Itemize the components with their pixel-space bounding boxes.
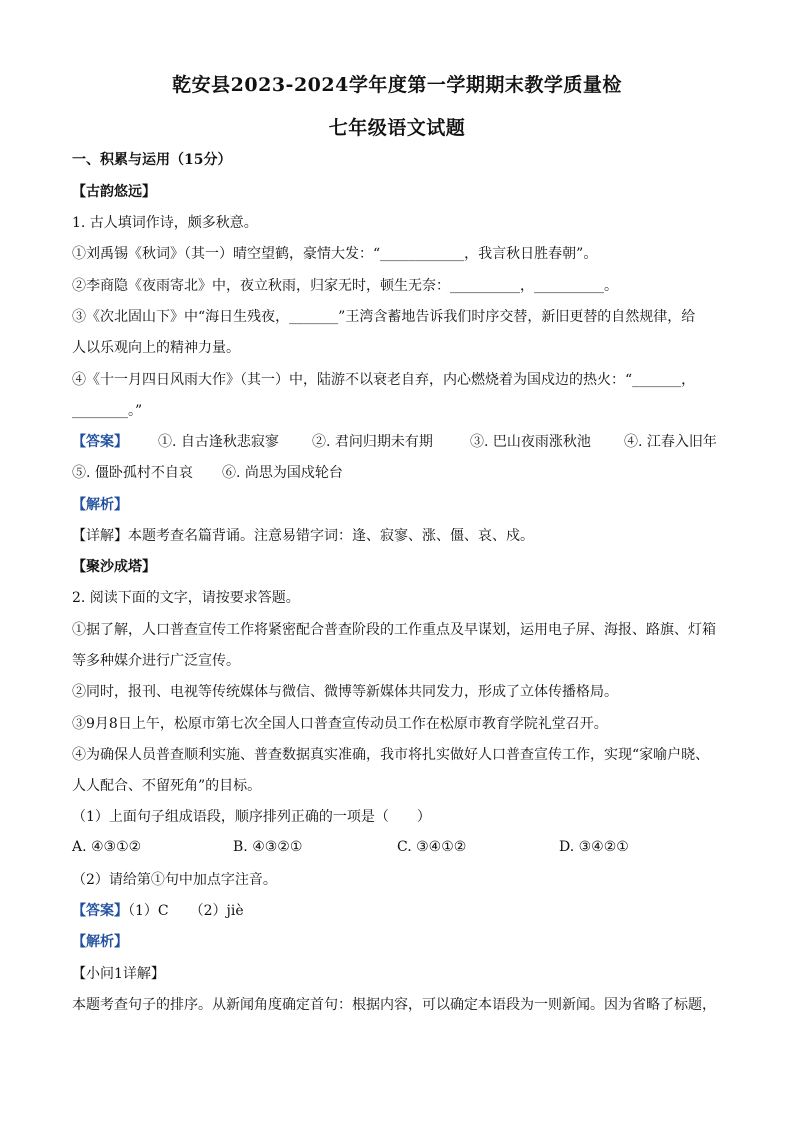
- answer-2-text: （1）C （2）jiè: [128, 903, 244, 919]
- subsection-heading-guyun: 【古韵悠远】: [72, 184, 156, 200]
- question-2-subquestion-2: （2）请给第①句中加点字注音。: [72, 872, 277, 888]
- question-1-line-6: ________。”: [72, 403, 143, 419]
- option-a: A. ④③①②: [72, 839, 142, 855]
- option-c: C. ③④①②: [397, 839, 467, 855]
- question-2-sentence-4b: 人人配合、不留死角”的目标。: [72, 778, 262, 794]
- analysis-tag-2: 【解析】: [72, 934, 128, 950]
- subsection-heading-jusha: 【聚沙成塔】: [72, 559, 156, 575]
- option-d: D. ③④②①: [559, 839, 629, 855]
- question-1-line-3: ③《次北固山下》中“海日生残夜，_______”王湾含蓄地告诉我们时序交替，新旧更替的自然规律，给: [72, 309, 696, 325]
- question-2-sentence-1a: ①据了解，人口普查宣传工作将紧密配合普查阶段的工作重点及早谋划，运用电子屏、海报、路旗、灯箱: [72, 622, 716, 638]
- question-1-line-1: ①刘禹锡《秋词》（其一）晴空望鹤，豪情大发：“____________，我言秋日胜春朝”。: [72, 246, 598, 262]
- question-2-subquestion-1: （1）上面句子组成语段，顺序排列正确的一项是（ ）: [72, 809, 431, 825]
- question-2-stem: 2. 阅读下面的文字，请按要求答题。: [72, 590, 300, 606]
- document-title-line1: 乾安县2023-2024学年度第一学期期末教学质量检: [172, 74, 622, 96]
- answer-item: ⑥. 尚思为国戍轮台: [222, 465, 343, 481]
- question-2-sentence-1b: 等多种媒介进行广泛宣传。: [72, 653, 240, 669]
- question-2-sentence-3: ③9月8日上午，松原市第七次全国人口普查宣传动员工作在松原市教育学院礼堂召开。: [72, 716, 608, 732]
- answer-tag: 【答案】: [72, 434, 128, 450]
- document-title-line2: 七年级语文试题: [328, 117, 466, 139]
- answer-item: ②. 君问归期未有期: [312, 434, 433, 450]
- answer-item: ③. 巴山夜雨涨秋池: [470, 434, 591, 450]
- answer-1-row-1: [72, 432, 722, 452]
- question-1-line-4: 人以乐观向上的精神力量。: [72, 340, 240, 356]
- question-2-sentence-4a: ④为确保人员普查顺利实施、普查数据真实准确，我市将扎实做好人口普查宣传工作，实现“家喻户晓、: [72, 747, 710, 763]
- answer-item: ①. 自古逢秋悲寂寥: [158, 434, 279, 450]
- answer-tag: 【答案】: [72, 903, 128, 919]
- question-2-sentence-2: ②同时，报刊、电视等传统媒体与微信、微博等新媒体共同发力，形成了立体传播格局。: [72, 684, 618, 700]
- answer-item: ④. 江春入旧年: [624, 434, 717, 450]
- answer-2-row: [72, 901, 722, 921]
- question-1-line-5: ④《十一月四日风雨大作》（其一）中，陆游不以衰老自弃，内心燃烧着为国戍边的热火：“_______，: [72, 372, 696, 388]
- option-b: B. ④③②①: [233, 839, 303, 855]
- analysis-tag: 【解析】: [72, 497, 128, 513]
- answer-item: ⑤. 僵卧孤村不自哀: [72, 465, 193, 481]
- detail-paragraph: 本题考查句子的排序。从新闻角度确定首句：根据内容，可以确定本语段为一则新闻。因为省略了标题，: [72, 997, 716, 1013]
- question-1-line-2: ②李商隐《夜雨寄北》中，夜立秋雨，归家无时，顿生无奈：__________，__________。: [72, 278, 618, 294]
- question-1-stem: 1. 古人填词作诗，颇多秋意。: [72, 215, 258, 231]
- section-heading: 一、积累与运用（15分）: [72, 152, 232, 168]
- answer-1-row-2: [72, 463, 722, 483]
- detail-1: 【详解】本题考查名篇背诵。注意易错字词：逢、寂寥、涨、僵、哀、戍。: [72, 528, 534, 544]
- sub-question-1-detail-heading: 【小问1详解】: [72, 966, 165, 982]
